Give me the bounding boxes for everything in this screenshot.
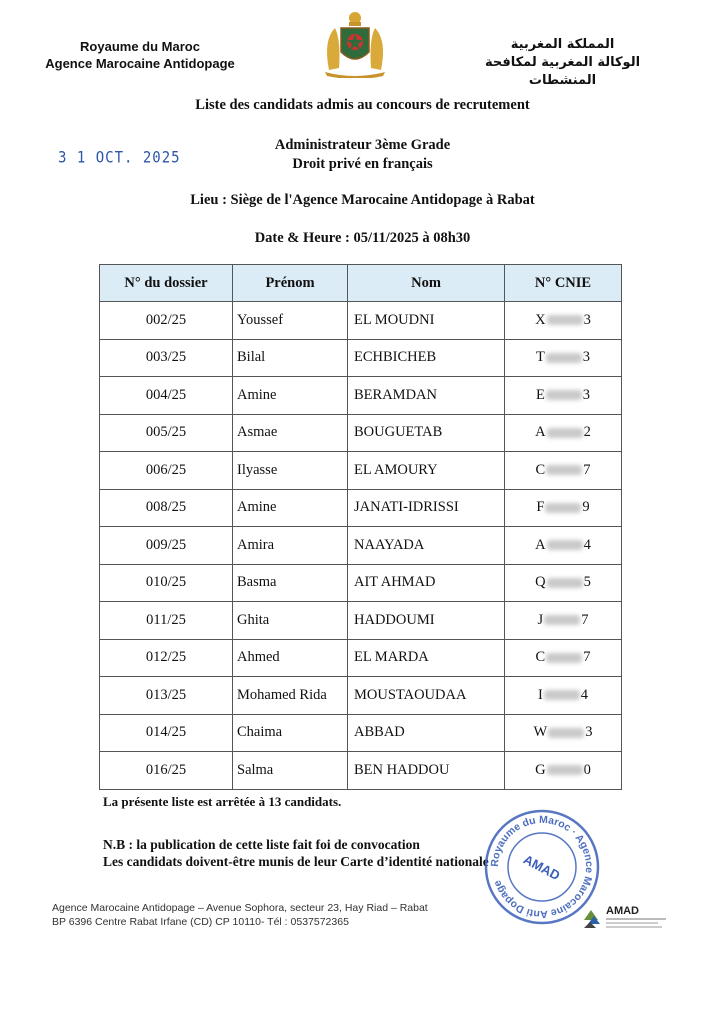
cell-nom: HADDOUMI — [348, 602, 505, 640]
cnie-end: 7 — [583, 461, 591, 478]
nb-line-1: N.B : la publication de cette liste fait foi de convocation — [103, 837, 420, 852]
datetime-line: Date & Heure : 05/11/2025 à 08h30 — [254, 230, 471, 246]
cell-prenom: Youssef — [233, 302, 348, 340]
cell-prenom: Ilyasse — [233, 452, 348, 490]
cell-nom: ABBAD — [348, 714, 505, 752]
cnie-start: Q — [535, 574, 546, 591]
header-nom: Nom — [348, 265, 505, 302]
redacted-blur — [544, 615, 580, 625]
table-row — [100, 639, 622, 677]
cell-prenom: Amine — [233, 377, 348, 415]
table-row — [100, 714, 622, 752]
location-line: Lieu : Siège de l'Agence Marocaine Antidopage à Rabat — [190, 192, 535, 208]
cell-cnie — [505, 339, 622, 377]
cell-cnie — [505, 714, 622, 752]
cnie-start: T — [535, 349, 545, 366]
cell-cnie — [505, 489, 622, 527]
cnie-start: A — [535, 424, 546, 441]
cell-nom: MOUSTAOUDAA — [348, 677, 505, 715]
cnie-start: J — [537, 611, 544, 628]
cell-dossier: 008/25 — [100, 489, 233, 527]
agency-name-fr: Agence Marocaine Antidopage — [45, 56, 235, 71]
amad-logo-icon — [582, 900, 672, 932]
kingdom-name-fr: Royaume du Maroc — [80, 39, 200, 54]
candidate-count-note: La présente liste est arrêtée à 13 candidats. — [103, 794, 342, 809]
cell-dossier: 002/25 — [100, 302, 233, 340]
footer-address — [52, 901, 428, 929]
cell-dossier: 009/25 — [100, 527, 233, 565]
cell-nom: BOUGUETAB — [348, 414, 505, 452]
cell-cnie — [505, 302, 622, 340]
cell-dossier: 003/25 — [100, 339, 233, 377]
date-stamp: 3 1 OCT. 2025 — [58, 148, 181, 168]
cell-nom: NAAYADA — [348, 527, 505, 565]
cnie-end: 0 — [583, 761, 591, 778]
redacted-blur — [546, 353, 582, 363]
cnie-end: 3 — [585, 724, 593, 741]
cell-prenom: Mohamed Rida — [233, 677, 348, 715]
cnie-start: E — [535, 386, 545, 403]
cnie-end: 4 — [583, 536, 591, 553]
cell-cnie — [505, 452, 622, 490]
cnie-end: 3 — [583, 311, 591, 328]
redacted-blur — [547, 315, 583, 325]
seal-ring-text: Royaume du Maroc · Agence Marocaine Anti Dopage — [488, 813, 596, 921]
cnie-start: C — [535, 461, 546, 478]
document-title: Liste des candidats admis au concours de recrutement — [195, 97, 530, 113]
nb-line-2: Les candidats doivent-être munis de leur Carte d’identité nationale — [103, 854, 489, 869]
table-row — [100, 452, 622, 490]
logo-text: AMAD — [606, 905, 639, 917]
cell-cnie — [505, 527, 622, 565]
cnie-end: 3 — [582, 349, 591, 366]
cnie-end: 2 — [583, 424, 591, 441]
seal-center-text: AMAD — [521, 851, 563, 884]
cell-dossier: 016/25 — [100, 752, 233, 790]
cell-prenom: Asmae — [233, 414, 348, 452]
footer-line-2: BP 6396 Centre Rabat Irfane (CD) CP 10110- Tél : 0537572365 — [52, 916, 349, 928]
cell-dossier: 012/25 — [100, 639, 233, 677]
cell-dossier: 004/25 — [100, 377, 233, 415]
table-row — [100, 377, 622, 415]
cell-dossier: 011/25 — [100, 602, 233, 640]
cell-prenom: Ahmed — [233, 639, 348, 677]
cnie-start: G — [535, 761, 546, 778]
cnie-start: X — [535, 311, 546, 328]
cell-nom: EL MOUDNI — [348, 302, 505, 340]
cell-prenom: Chaima — [233, 714, 348, 752]
table-row — [100, 339, 622, 377]
cnie-end: 3 — [582, 386, 591, 403]
cell-nom: JANATI-IDRISSI — [348, 489, 505, 527]
cell-prenom: Bilal — [233, 339, 348, 377]
cell-prenom: Amira — [233, 527, 348, 565]
header-right — [455, 36, 670, 90]
redacted-blur — [546, 465, 582, 475]
cnie-end: 4 — [580, 686, 589, 703]
redacted-blur — [547, 578, 583, 588]
table-row — [100, 527, 622, 565]
table-row — [100, 564, 622, 602]
header-prenom: Prénom — [233, 265, 348, 302]
cnie-end: 5 — [583, 574, 591, 591]
cnie-start: A — [535, 536, 546, 553]
redacted-blur — [545, 503, 581, 513]
header-cnie: N° CNIE — [505, 265, 622, 302]
cell-nom: AIT AHMAD — [348, 564, 505, 602]
royal-emblem-icon — [315, 10, 395, 78]
cell-prenom: Ghita — [233, 602, 348, 640]
cnie-start: C — [535, 649, 546, 666]
table-row — [100, 677, 622, 715]
kingdom-name-ar: المملكة المغربية — [510, 37, 615, 52]
table-row — [100, 602, 622, 640]
cell-cnie — [505, 564, 622, 602]
table-row — [100, 414, 622, 452]
header-dossier: N° du dossier — [100, 265, 233, 302]
cell-prenom: Salma — [233, 752, 348, 790]
cnie-start: I — [537, 686, 543, 703]
cell-dossier: 010/25 — [100, 564, 233, 602]
cell-nom: BEN HADDOU — [348, 752, 505, 790]
redacted-blur — [546, 653, 582, 663]
cell-cnie — [505, 752, 622, 790]
cnie-end: 7 — [581, 611, 589, 628]
grade-title: Administrateur 3ème Grade — [274, 137, 451, 153]
table-row — [100, 489, 622, 527]
nb-note — [103, 836, 489, 870]
table-row — [100, 752, 622, 790]
redacted-blur — [547, 540, 583, 550]
specialty-title: Droit privé en français — [292, 156, 433, 172]
table-row — [100, 302, 622, 340]
header-left — [40, 38, 240, 72]
cell-nom: ECHBICHEB — [348, 339, 505, 377]
redacted-blur — [544, 690, 580, 700]
redacted-blur — [546, 390, 582, 400]
redacted-blur — [547, 765, 583, 775]
redacted-blur — [547, 428, 583, 438]
cell-cnie — [505, 414, 622, 452]
cell-cnie — [505, 602, 622, 640]
table-header-row — [100, 265, 622, 302]
cell-prenom: Amine — [233, 489, 348, 527]
footer-line-1: Agence Marocaine Antidopage – Avenue Sophora, secteur 23, Hay Riad – Rabat — [52, 902, 428, 914]
cell-cnie — [505, 377, 622, 415]
cell-dossier: 013/25 — [100, 677, 233, 715]
cell-dossier: 006/25 — [100, 452, 233, 490]
agency-name-ar: الوكالة المغربية لمكافحة المنشطات — [484, 55, 641, 88]
cnie-end: 7 — [583, 649, 591, 666]
redacted-blur — [548, 728, 584, 738]
cnie-end: 9 — [582, 499, 590, 516]
cnie-start: W — [533, 724, 548, 741]
candidates-table — [99, 264, 622, 790]
cell-dossier: 014/25 — [100, 714, 233, 752]
cnie-start: F — [536, 499, 545, 516]
cell-cnie — [505, 677, 622, 715]
cell-nom: EL AMOURY — [348, 452, 505, 490]
cell-cnie — [505, 639, 622, 677]
cell-nom: EL MARDA — [348, 639, 505, 677]
cell-dossier: 005/25 — [100, 414, 233, 452]
cell-nom: BERAMDAN — [348, 377, 505, 415]
cell-prenom: Basma — [233, 564, 348, 602]
